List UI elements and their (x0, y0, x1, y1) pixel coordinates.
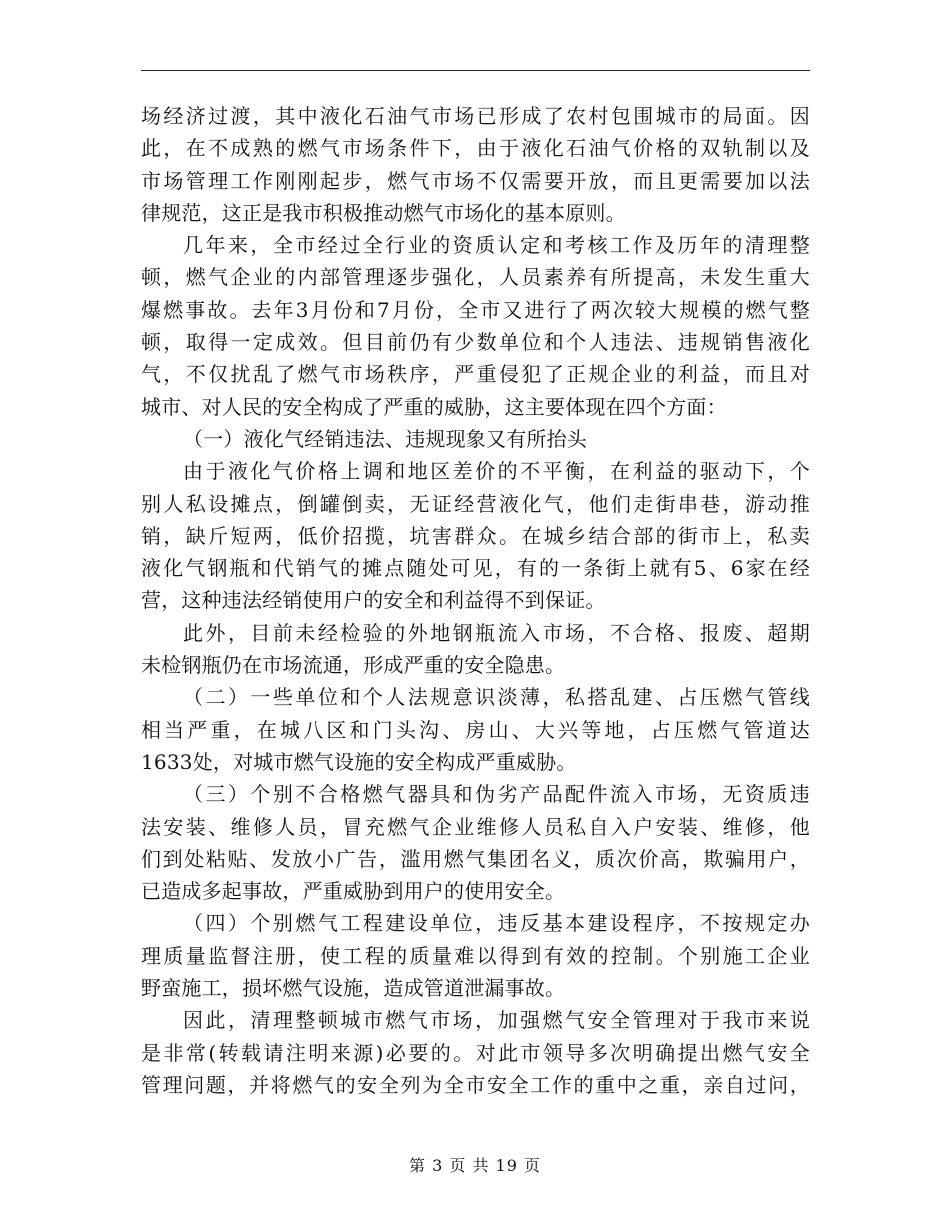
text-line: 管理问题，并将燃气的安全列为全市安全工作的重中之重，亲自过问， (141, 1072, 810, 1097)
text-line: 顿，燃气企业的内部管理逐步强化，人员素养有所提高，未发生重大 (141, 265, 810, 290)
text-line: 相当严重，在城八区和门头沟、房山、大兴等地，占压燃气管道达 (141, 717, 810, 742)
text-line: （四）个别燃气工程建设单位，违反基本建设程序，不按规定办 (183, 911, 810, 936)
text-line: 场经济过渡，其中液化石油气市场已形成了农村包围城市的局面。因 (141, 104, 810, 128)
text-line: 液化气钢瓶和代销气的摊点随处可见，有的一条街上就有5、6家在经 (141, 556, 810, 581)
header-rule (141, 70, 810, 71)
text-line: 营，这种违法经销使用户的安全和利益得不到保证。 (141, 588, 606, 613)
text-line: 未检钢瓶仍在市场流通，形成严重的安全隐患。 (141, 653, 566, 678)
text-line: 律规范，这正是我市积极推动燃气市场化的基本原则。 (141, 200, 626, 225)
text-line: 理质量监督注册，使工程的质量难以得到有效的控制。个别施工企业 (141, 943, 810, 968)
text-line: 销，缺斤短两，低价招揽，坑害群众。在城乡结合部的街市上，私卖 (141, 523, 810, 548)
text-line: 是非常(转载请注明来源)必要的。对此市领导多次明确提出燃气安全 (141, 1040, 810, 1065)
text-line: 此外，目前未经检验的外地钢瓶流入市场，不合格、报废、超期 (183, 620, 810, 645)
text-line: 爆燃事故。去年3月份和7月份，全市又进行了两次较大规模的燃气整 (141, 297, 810, 322)
text-line: （二）一些单位和个人法规意识淡薄，私搭乱建、占压燃气管线 (183, 685, 810, 710)
text-line: 已造成多起事故，严重威胁到用户的使用安全。 (141, 879, 566, 904)
text-line: 市场管理工作刚刚起步，燃气市场不仅需要开放，而且更需要加以法 (141, 168, 810, 193)
text-line: 几年来，全市经过全行业的资质认定和考核工作及历年的清理整 (183, 233, 810, 258)
text-line: 城市、对人民的安全构成了严重的威胁，这主要体现在四个方面： (141, 394, 727, 419)
text-line: 1633处，对城市燃气设施的安全构成严重威胁。 (141, 749, 577, 774)
text-line: 法安装、维修人员，冒充燃气企业维修人员私自入户安装、维修，他 (141, 814, 810, 839)
text-line: 顿，取得一定成效。但目前仍有少数单位和个人违法、违规销售液化 (141, 330, 810, 355)
text-line: 由于液化气价格上调和地区差价的不平衡，在利益的驱动下，个 (183, 459, 810, 484)
body-text (141, 100, 810, 1101)
text-line: 因此，清理整顿城市燃气市场，加强燃气安全管理对于我市来说 (183, 1008, 810, 1033)
text-line: 此，在不成熟的燃气市场条件下，由于液化石油气价格的双轨制以及 (141, 136, 810, 161)
page-footer: 第 3 页 共 19 页 (409, 1156, 541, 1175)
text-line: 野蛮施工，损坏燃气设施，造成管道泄漏事故。 (141, 976, 566, 1001)
text-line: 别人私设摊点，倒罐倒卖，无证经营液化气，他们走街串巷，游动推 (141, 491, 810, 516)
text-line: 们到处粘贴、发放小广告，滥用燃气集团名义，质次价高，欺骗用户， (141, 846, 810, 871)
text-line: 气，不仅扰乱了燃气市场秩序，严重侵犯了正规企业的利益，而且对 (141, 362, 810, 387)
text-line: （三）个别不合格燃气器具和伪劣产品配件流入市场，无资质违 (183, 782, 810, 807)
text-line: （一）液化气经销违法、违规现象又有所抬头 (183, 426, 587, 451)
